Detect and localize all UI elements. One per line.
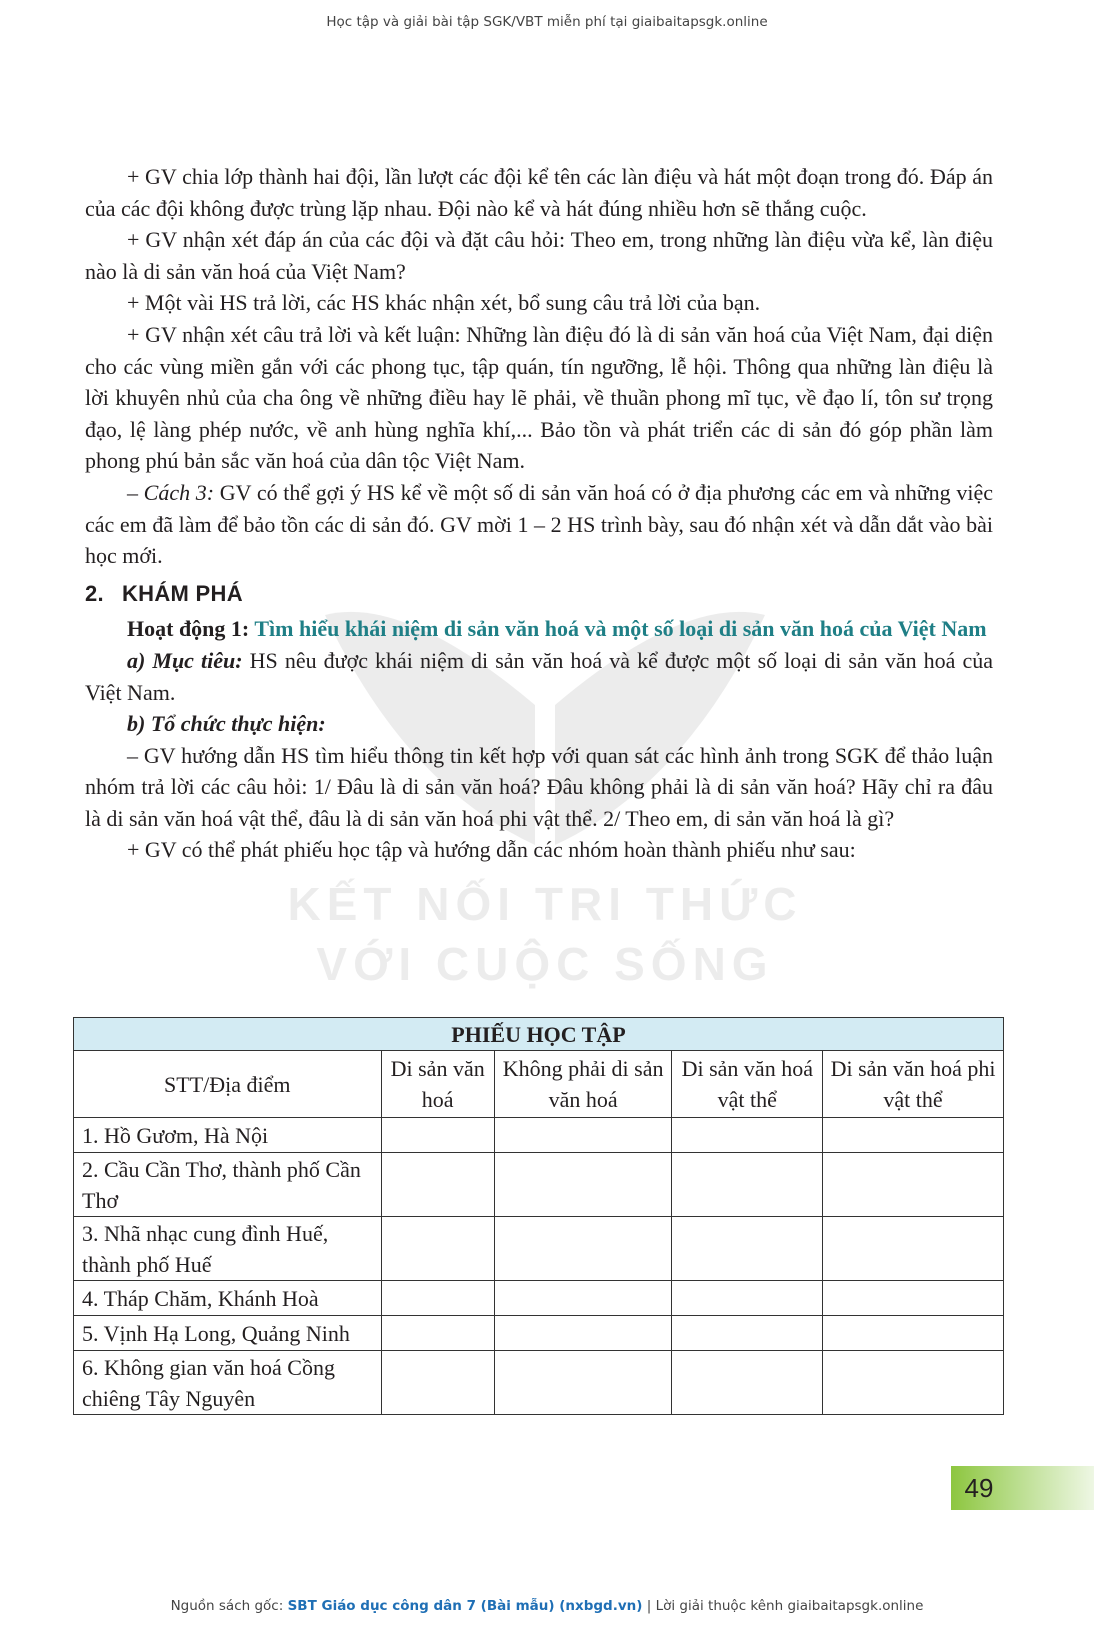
answer-cell[interactable] [494, 1281, 672, 1316]
main-content [85, 161, 993, 866]
header-location: STT/Địa điểm [74, 1051, 382, 1118]
answer-cell[interactable] [672, 1217, 823, 1281]
header-intangible: Di sản văn hoá phi vật thể [823, 1051, 1004, 1118]
footer-source-link[interactable]: SBT Giáo dục công dân 7 (Bài mẫu) (nxbgd.vn) [287, 1598, 643, 1614]
row-location: 4. Tháp Chăm, Khánh Hoà [74, 1281, 382, 1316]
organization-label: b) Tổ chức thực hiện: [127, 711, 326, 737]
table-row [74, 1217, 1004, 1281]
table-row [74, 1316, 1004, 1351]
activity-title: Tìm hiểu khái niệm di sản văn hoá và một số loại di sản văn hoá của Việt Nam [249, 616, 987, 642]
row-location: 5. Vịnh Hạ Long, Quảng Ninh [74, 1316, 382, 1351]
header-not-heritage: Không phải di sản văn hoá [494, 1051, 672, 1118]
answer-cell[interactable] [381, 1351, 494, 1415]
answer-cell[interactable] [381, 1281, 494, 1316]
goal-label: a) Mục tiêu: [127, 647, 243, 673]
row-location: 3. Nhã nhạc cung đình Huế, thành phố Huế [74, 1217, 382, 1281]
activity-label: Hoạt động 1: [127, 616, 250, 642]
worksheet-table [73, 1017, 1004, 1415]
answer-cell[interactable] [494, 1351, 672, 1415]
header-heritage: Di sản văn hoá [381, 1051, 494, 1118]
activity-heading [85, 613, 993, 645]
footer-prefix: Nguồn sách gốc: [170, 1598, 288, 1614]
answer-cell[interactable] [381, 1118, 494, 1153]
answer-cell[interactable] [823, 1316, 1004, 1351]
answer-cell[interactable] [672, 1351, 823, 1415]
paragraph-7: + GV có thể phát phiếu học tập và hướng dẫn các nhóm hoàn thành phiếu như sau: [127, 837, 856, 863]
row-location: 2. Cầu Cần Thơ, thành phố Cần Thơ [74, 1153, 382, 1217]
row-location: 1. Hồ Gươm, Hà Nội [74, 1118, 382, 1153]
header-tangible: Di sản văn hoá vật thể [672, 1051, 823, 1118]
method-3-text: GV có thể gợi ý HS kể về một số di sản văn hoá có ở địa phương các em và những việc các em đã làm để bảo tồn các di sản đó. GV mời 1 – 2 HS trình bày, sau đó nhận xét và dẫn dắt vào bài học mới. [85, 479, 993, 569]
answer-cell[interactable] [823, 1351, 1004, 1415]
answer-cell[interactable] [823, 1118, 1004, 1153]
row-location: 6. Không gian văn hoá Cồng chiêng Tây Nguyên [74, 1351, 382, 1415]
answer-cell[interactable] [494, 1316, 672, 1351]
paragraph-2: + GV nhận xét đáp án của các đội và đặt câu hỏi: Theo em, trong những làn điệu vừa kể, làn điệu nào là di sản văn hoá của Việt Nam? [85, 227, 993, 284]
watermark-line-2: VỚI CUỘC SỐNG [316, 938, 774, 990]
answer-cell[interactable] [381, 1217, 494, 1281]
method-3-label: – Cách 3: [127, 479, 215, 505]
section-number: 2. [85, 580, 104, 606]
answer-cell[interactable] [672, 1281, 823, 1316]
table-row [74, 1281, 1004, 1316]
answer-cell[interactable] [381, 1316, 494, 1351]
paragraph-4: + GV nhận xét câu trả lời và kết luận: Những làn điệu đó là di sản văn hoá của Việt Nam, đại diện cho các vùng miền gắn với các phong tục, tập quán, tín ngưỡng, lễ hội. Thông qua những làn điệu là lời khuyên nhủ của cha ông về những điều hay lẽ phải, về thuần phong mĩ tục, về đạo lí, tôn sư trọng đạo, lệ làng phép nước, về anh hùng nghĩa khí,... Bảo tồn và phát triển các di sản đó góp phần làm phong phú bản sắc văn hoá của dân tộc Việt Nam. [85, 321, 993, 474]
answer-cell[interactable] [823, 1153, 1004, 1217]
paragraph-1: + GV chia lớp thành hai đội, lần lượt các đội kể tên các làn điệu và hát một đoạn trong đó. Đáp án của các đội không được trùng lặp nhau. Đội nào kể và hát đúng nhiều hơn sẽ thắng cuộc. [85, 164, 993, 221]
table-row [74, 1351, 1004, 1415]
paragraph-5 [85, 477, 993, 572]
answer-cell[interactable] [494, 1217, 672, 1281]
answer-cell[interactable] [823, 1281, 1004, 1316]
page-number: 49 [964, 1473, 994, 1503]
footer [0, 1598, 1094, 1614]
answer-cell[interactable] [494, 1153, 672, 1217]
answer-cell[interactable] [672, 1153, 823, 1217]
table-row [74, 1153, 1004, 1217]
goal-paragraph [85, 645, 993, 708]
answer-cell[interactable] [381, 1153, 494, 1217]
paragraph-6: – GV hướng dẫn HS tìm hiểu thông tin kết hợp với quan sát các hình ảnh trong SGK để thảo luận nhóm trả lời các câu hỏi: 1/ Đâu là di sản văn hoá? Đâu không phải là di sản văn hoá? Hãy chỉ ra đâu là di sản văn hoá vật thể, đâu là di sản văn hoá phi vật thể. 2/ Theo em, di sản văn hoá là gì? [85, 742, 993, 831]
watermark-line-1: KẾT NỐI TRI THỨC [287, 878, 803, 930]
paragraph-3: + Một vài HS trả lời, các HS khác nhận xét, bổ sung câu trả lời của bạn. [127, 290, 761, 316]
footer-suffix: | Lời giải thuộc kênh giaibaitapsgk.online [642, 1598, 924, 1614]
answer-cell[interactable] [494, 1118, 672, 1153]
answer-cell[interactable] [672, 1118, 823, 1153]
top-banner: Học tập và giải bài tập SGK/VBT miễn phí tại giaibaitapsgk.online [326, 14, 768, 30]
section-title: KHÁM PHÁ [121, 580, 243, 606]
worksheet-title: PHIẾU HỌC TẬP [74, 1018, 1004, 1051]
goal-text: HS nêu được khái niệm di sản văn hoá và kể được một số loại di sản văn hoá của Việt Nam. [85, 647, 993, 705]
answer-cell[interactable] [823, 1217, 1004, 1281]
section-heading [85, 578, 993, 610]
table-row [74, 1118, 1004, 1153]
answer-cell[interactable] [672, 1316, 823, 1351]
